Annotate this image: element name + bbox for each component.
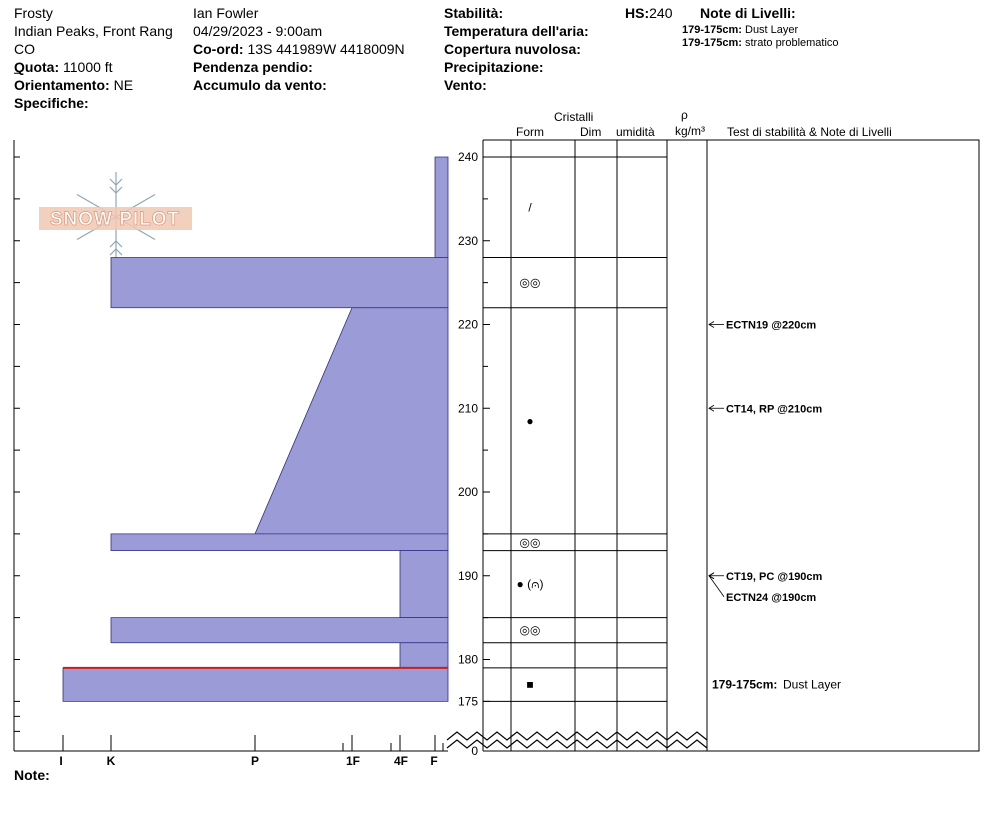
hs-label: HS: [625,5,650,21]
depth-tick-label: 0 [471,744,478,758]
grain-form-symbol: ● [526,413,534,428]
x-tick-label: 1F [345,754,361,768]
grain-form-symbol: / [528,200,532,215]
crystals-header: Cristalli [554,110,594,124]
axis-break-zigzag-2 [447,740,707,748]
layer-note-2-range: 179-175cm: [682,37,742,49]
tests-notes-header: Test di stabilità & Note di Livelli [727,125,892,139]
observer-name: Frosty [14,5,53,21]
tests-box [707,140,979,751]
hardness-bars [63,157,448,701]
test-label: ECTN24 @190cm [726,591,817,604]
hardness-bar-8 [63,668,448,702]
hardness-bar-7 [400,643,448,668]
hardness-bar-5 [400,551,448,618]
x-tick-label: I [59,754,63,768]
state: CO [14,41,35,57]
tests-area [709,320,841,692]
form-header: Form [516,125,544,139]
wind-label: Vento: [444,77,487,93]
density-unit-header: kg/m³ [675,124,705,138]
snow-pilot-logo [39,172,192,262]
hardness-bar-3 [255,308,448,534]
grain-form-symbol: ■ [526,677,534,692]
depth-tick-label: 240 [457,150,478,164]
depth-tick-label: 180 [457,652,478,667]
coord-label: Co-ord: [193,41,244,57]
layer-note-2-text: strato problematico [745,37,839,49]
grain-form-symbol: ◎◎ [519,275,541,290]
stability-label: Stabilità: [444,5,504,21]
test-label: CT19, PC @190cm [726,570,823,583]
test-label: ECTN19 @220cm [726,319,817,332]
layer-notes-label: Note di Livelli: [700,5,796,21]
coord-value: 13S 441989W 4418009N [247,41,405,57]
test-arrow-line [709,576,724,597]
aspect-label: Orientamento: [14,77,110,93]
cloud-cover-label: Copertura nuvolosa: [444,41,581,57]
dim-header: Dim [580,125,602,139]
note-label: Note: [14,767,50,783]
layer-note-range: 179-175cm: [712,677,778,692]
precip-label: Precipitazione: [444,59,544,75]
moisture-header: umidità [616,125,655,139]
layer-note-1-range: 179-175cm: [682,24,742,36]
logo-text: SNOW PILOT [49,209,181,230]
elevation-label: Quota: [14,59,60,75]
grain-form-symbol: ◎◎ [519,535,541,550]
layer-note-1-text: Dust Layer [745,24,799,36]
x-tick-label: 4F [393,754,409,768]
hardness-bar-1 [435,157,448,258]
x-tick-label: P [250,754,260,768]
hs-value: 240 [649,5,673,21]
axis-break-zigzag-1 [447,732,707,740]
slope-label: Pendenza pendio: [193,59,313,75]
x-tick-label: K [106,754,116,768]
datetime: 04/29/2023 - 9:00am [193,23,323,39]
layer-note-text: Dust Layer [783,677,842,692]
specifics-label: Specifiche: [14,95,89,111]
depth-tick-label: 200 [457,485,478,499]
x-tick-label: F [430,754,438,768]
air-temp-label: Temperatura dell'aria: [444,23,589,39]
depth-tick-label: 230 [457,233,478,248]
author: Ian Fowler [193,5,259,21]
wind-loading-label: Accumulo da vento: [193,77,327,93]
left-y-ticks [14,73,20,731]
elevation-value: 11000 ft [63,59,113,75]
depth-tick-label: 190 [457,568,478,583]
grain-form-symbol: ◎◎ [519,623,541,638]
grain-form-symbol: ● (⩀) [516,577,544,592]
location: Indian Peaks, Front Rang [14,23,173,39]
depth-tick-label: 175 [457,694,478,709]
crystal-table [447,140,979,751]
aspect-value: NE [113,77,134,93]
hardness-bar-4 [111,534,448,551]
hardness-bar-2 [111,258,448,308]
depth-axis [458,140,490,758]
depth-tick-label: 220 [457,317,478,332]
hardness-bar-6 [111,618,448,643]
rho-header: ρ [681,108,688,122]
test-label: CT14, RP @210cm [726,403,823,416]
depth-tick-label: 210 [457,401,478,416]
